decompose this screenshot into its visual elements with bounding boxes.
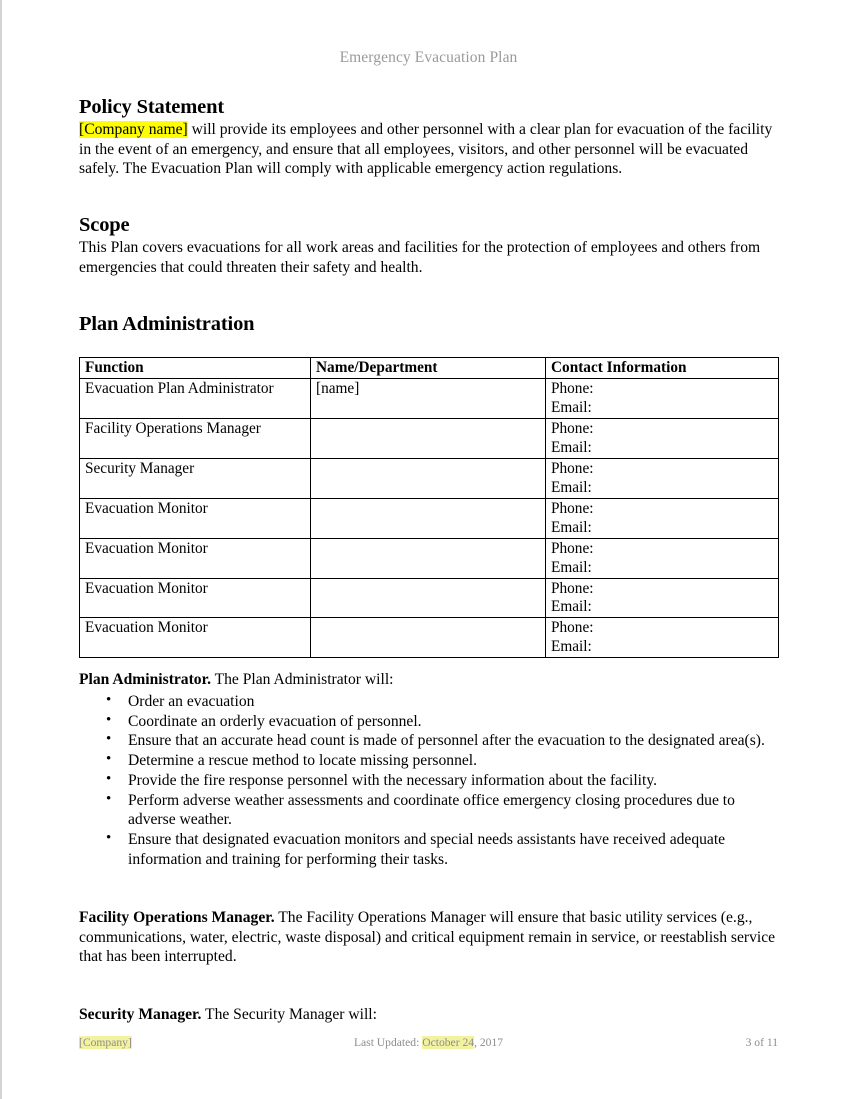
phone-label: Phone: bbox=[551, 380, 594, 397]
cell-contact-information[interactable] bbox=[546, 379, 779, 419]
table-row bbox=[80, 379, 779, 419]
table-row bbox=[80, 418, 779, 458]
cell-contact-information[interactable] bbox=[546, 418, 779, 458]
page-footer bbox=[79, 1036, 778, 1054]
cell-function: Evacuation Plan Administrator bbox=[80, 379, 311, 419]
cell-name-department[interactable] bbox=[311, 498, 546, 538]
cell-name-department[interactable] bbox=[311, 418, 546, 458]
email-label: Email: bbox=[551, 478, 592, 496]
list-item: • Perform adverse weather assessments and coordinate office emergency closing procedures due to adverse weather. bbox=[79, 791, 778, 830]
cell-function: Evacuation Monitor bbox=[80, 578, 311, 618]
email-label: Email: bbox=[551, 398, 592, 416]
security-manager-text: The Security Manager will: bbox=[201, 1006, 377, 1023]
list-item: • Provide the fire response personnel with the necessary information about the facility. bbox=[79, 771, 778, 791]
cell-function: Evacuation Monitor bbox=[80, 498, 311, 538]
cell-contact-information[interactable] bbox=[546, 578, 779, 618]
footer-last-updated bbox=[79, 1036, 778, 1049]
footer-last-updated-label: Last Updated: bbox=[353, 1036, 423, 1049]
phone-label: Phone: bbox=[551, 539, 594, 557]
list-item: • Order an evacuation bbox=[79, 692, 778, 712]
footer-last-updated-date: October 24 bbox=[422, 1036, 475, 1049]
facility-operations-manager-text: The Facility Operations Manager will ensure that basic utility services (e.g., communications, water, electric, waste disposal) and critical equipment remain in service, or reestablish service that has been interrupted. bbox=[79, 909, 776, 966]
scope-heading: Scope bbox=[79, 214, 130, 236]
phone-label: Phone: bbox=[551, 619, 594, 637]
column-header-function: Function bbox=[80, 358, 311, 379]
plan-administrator-duties-list bbox=[79, 692, 778, 869]
email-label: Email: bbox=[551, 558, 592, 576]
phone-label: Phone: bbox=[551, 459, 594, 477]
cell-name-department[interactable]: [name] bbox=[311, 379, 546, 419]
column-header-name-department: Name/Department bbox=[311, 358, 546, 379]
column-header-contact-information: Contact Information bbox=[546, 358, 779, 379]
security-manager-label: Security Manager. bbox=[79, 1006, 202, 1023]
facility-operations-manager-paragraph bbox=[79, 908, 778, 967]
plan-administrator-lead-text: The Plan Administrator will: bbox=[210, 671, 394, 688]
table-row bbox=[80, 538, 779, 578]
email-label: Email: bbox=[551, 638, 592, 656]
policy-statement-text: will provide its employees and other personnel with a clear plan for evacuation of the facility in the event of an emergency, and ensure that all employees, visitors, and other personnel will be evacuated safely. The Evacuation Plan will comply with applicable emergency action regulations. bbox=[79, 121, 773, 178]
cell-function: Facility Operations Manager bbox=[80, 418, 311, 458]
cell-function: Security Manager bbox=[80, 458, 311, 498]
list-item: • Ensure that an accurate head count is made of personnel after the evacuation to the designated area(s). bbox=[79, 731, 778, 751]
plan-administrator-label: Plan Administrator. bbox=[79, 671, 211, 688]
plan-administration-table-wrapper bbox=[79, 357, 778, 658]
email-label: Email: bbox=[551, 518, 592, 536]
cell-contact-information[interactable] bbox=[546, 498, 779, 538]
table-row bbox=[80, 618, 779, 658]
security-manager-paragraph bbox=[79, 1005, 778, 1025]
list-item: • Coordinate an orderly evacuation of personnel. bbox=[79, 712, 778, 732]
policy-statement-paragraph bbox=[79, 120, 778, 179]
cell-contact-information[interactable] bbox=[546, 458, 779, 498]
footer-page-number: 3 of 11 bbox=[745, 1036, 778, 1049]
cell-name-department[interactable] bbox=[311, 458, 546, 498]
footer-last-updated-year: , 2017 bbox=[474, 1036, 504, 1049]
cell-function: Evacuation Monitor bbox=[80, 618, 311, 658]
table-row bbox=[80, 458, 779, 498]
table-row bbox=[80, 578, 779, 618]
company-name-placeholder: [Company name] bbox=[79, 121, 188, 138]
footer-company-placeholder: [Company] bbox=[79, 1036, 132, 1049]
cell-contact-information[interactable] bbox=[546, 618, 779, 658]
cell-name-department[interactable] bbox=[311, 618, 546, 658]
email-label: Email: bbox=[551, 438, 592, 456]
cell-function: Evacuation Monitor bbox=[80, 538, 311, 578]
plan-administrator-lead-paragraph bbox=[79, 670, 778, 690]
table-header-row bbox=[80, 358, 779, 379]
facility-operations-manager-label: Facility Operations Manager. bbox=[79, 909, 275, 926]
running-header: Emergency Evacuation Plan bbox=[339, 49, 518, 66]
scope-paragraph: This Plan covers evacuations for all work areas and facilities for the protection of employees and others from emergencies that could threaten their safety and health. bbox=[79, 239, 761, 276]
table-row bbox=[80, 498, 779, 538]
cell-name-department[interactable] bbox=[311, 538, 546, 578]
cell-name-department[interactable] bbox=[311, 578, 546, 618]
email-label: Email: bbox=[551, 598, 592, 616]
plan-administration-table bbox=[79, 357, 779, 658]
phone-label: Phone: bbox=[551, 499, 594, 517]
policy-statement-heading: Policy Statement bbox=[79, 96, 225, 118]
list-item: • Determine a rescue method to locate missing personnel. bbox=[79, 751, 778, 771]
phone-label: Phone: bbox=[551, 579, 594, 597]
plan-administration-heading: Plan Administration bbox=[79, 313, 255, 335]
list-item: • Ensure that designated evacuation monitors and special needs assistants have received adequate information and training for performing their tasks. bbox=[79, 830, 778, 869]
cell-contact-information[interactable] bbox=[546, 538, 779, 578]
phone-label: Phone: bbox=[551, 419, 594, 437]
